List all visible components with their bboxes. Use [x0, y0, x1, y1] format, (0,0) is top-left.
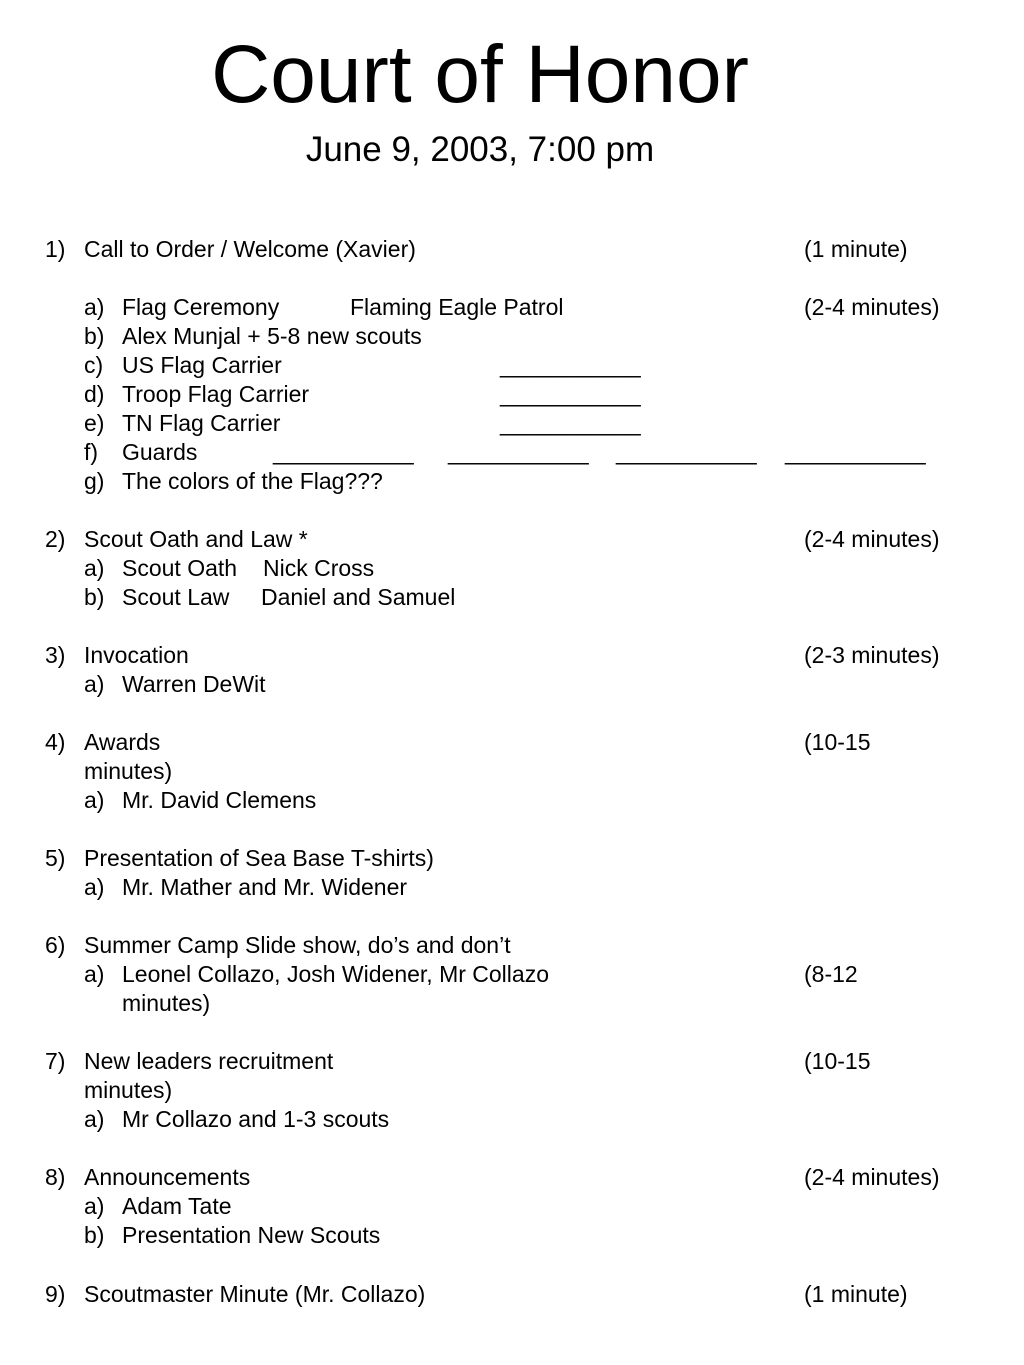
sub-letter: e) — [84, 410, 105, 436]
sub-letter: a) — [84, 671, 105, 697]
sub-letter: b) — [84, 323, 105, 349]
sub-text: Flag Ceremony — [122, 294, 280, 320]
item-duration: (1 minute) — [804, 236, 908, 262]
sub-letter: a) — [84, 1193, 105, 1219]
blank-line: ___________ — [616, 439, 757, 465]
sub-letter: a) — [84, 874, 105, 900]
item-number: 6) — [45, 932, 66, 958]
sub-duration-wrap: minutes) — [122, 990, 211, 1016]
item-title: Scout Oath and Law * — [84, 526, 308, 552]
item-duration-wrap: minutes) — [84, 758, 173, 784]
sub-text: Guards — [122, 439, 198, 465]
sub-text: Leonel Collazo, Josh Widener, Mr Collazo — [122, 961, 549, 987]
sub-text: Adam Tate — [122, 1193, 232, 1219]
sub-letter: d) — [84, 381, 105, 407]
sub-letter: a) — [84, 555, 105, 581]
blank-line: ___________ — [785, 439, 926, 465]
blank-line: ___________ — [500, 410, 641, 436]
item-duration: (10-15 — [804, 729, 871, 755]
item-title: Awards — [84, 729, 161, 755]
sub-text: Presentation New Scouts — [122, 1222, 381, 1248]
sub-assignee: Nick Cross — [263, 555, 375, 581]
sub-duration: (2-4 minutes) — [804, 294, 940, 320]
sub-text: Troop Flag Carrier — [122, 381, 310, 407]
item-number: 9) — [45, 1281, 66, 1307]
sub-letter: a) — [84, 1106, 105, 1132]
blank-line: ___________ — [500, 381, 641, 407]
item-title: Invocation — [84, 642, 189, 668]
sub-text: Mr. Mather and Mr. Widener — [122, 874, 408, 900]
item-title: Presentation of Sea Base T-shirts) — [84, 845, 434, 871]
item-number: 2) — [45, 526, 66, 552]
sub-duration: (8-12 — [804, 961, 858, 987]
item-duration: (1 minute) — [804, 1281, 908, 1307]
item-number: 7) — [45, 1048, 66, 1074]
sub-text: US Flag Carrier — [122, 352, 282, 378]
blank-line: ___________ — [273, 439, 414, 465]
sub-letter: a) — [84, 294, 105, 320]
item-number: 5) — [45, 845, 66, 871]
page-title: Court of Honor — [211, 29, 749, 120]
item-duration: (2-4 minutes) — [804, 526, 940, 552]
page-subtitle: June 9, 2003, 7:00 pm — [305, 130, 655, 169]
sub-text: The colors of the Flag??? — [122, 468, 383, 494]
item-duration: (10-15 — [804, 1048, 871, 1074]
sub-letter: f) — [84, 439, 99, 465]
item-title: Scoutmaster Minute (Mr. Collazo) — [84, 1281, 426, 1307]
sub-assignee: Flaming Eagle Patrol — [350, 294, 564, 320]
sub-letter: a) — [84, 961, 105, 987]
sub-letter: b) — [84, 584, 105, 610]
item-number: 1) — [45, 236, 66, 262]
item-title: New leaders recruitment — [84, 1048, 334, 1074]
item-duration: (2-4 minutes) — [804, 1164, 940, 1190]
blank-line: ___________ — [500, 352, 641, 378]
item-title: Summer Camp Slide show, do’s and don’t — [84, 932, 511, 958]
sub-text: Warren DeWit — [122, 671, 266, 697]
blank-line: ___________ — [448, 439, 589, 465]
sub-text: Scout Law — [122, 584, 230, 610]
item-number: 8) — [45, 1164, 66, 1190]
item-duration: (2-3 minutes) — [804, 642, 940, 668]
sub-letter: c) — [84, 352, 104, 378]
item-duration-wrap: minutes) — [84, 1077, 173, 1103]
sub-letter: a) — [84, 787, 105, 813]
item-title: Announcements — [84, 1164, 251, 1190]
item-number: 3) — [45, 642, 66, 668]
sub-text: Scout Oath — [122, 555, 238, 581]
sub-letter: b) — [84, 1222, 105, 1248]
sub-letter: g) — [84, 468, 105, 494]
sub-text: TN Flag Carrier — [122, 410, 281, 436]
sub-text: Mr Collazo and 1-3 scouts — [122, 1106, 390, 1132]
item-number: 4) — [45, 729, 66, 755]
sub-assignee: Daniel and Samuel — [261, 584, 456, 610]
sub-text: Alex Munjal + 5-8 new scouts — [122, 323, 422, 349]
item-title: Call to Order / Welcome (Xavier) — [84, 236, 416, 262]
sub-text: Mr. David Clemens — [122, 787, 317, 813]
